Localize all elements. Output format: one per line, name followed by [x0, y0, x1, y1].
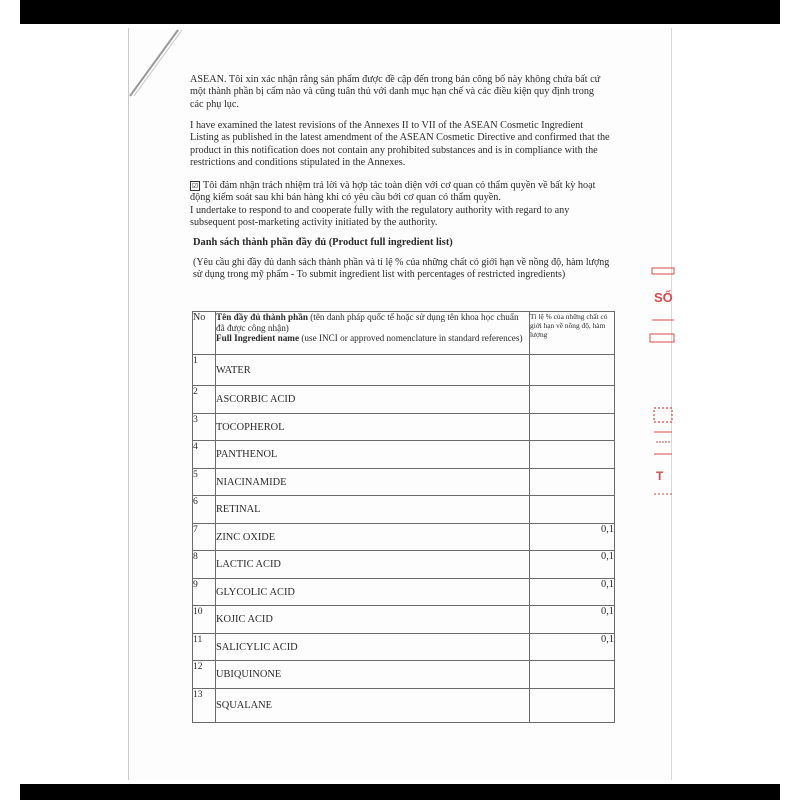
row-number: 8 — [193, 551, 216, 579]
ingredient-name: ASCORBIC ACID — [216, 386, 530, 414]
ingredient-name: LACTIC ACID — [216, 551, 530, 579]
row-number: 12 — [193, 661, 216, 689]
paragraph-vi-2 — [190, 180, 610, 205]
ingredient-name: TOCOPHEROL — [216, 414, 530, 441]
row-number: 7 — [193, 524, 216, 551]
table-row — [193, 661, 615, 689]
ingredient-name: WATER — [216, 355, 530, 386]
paragraph-en-1-text: I have examined the latest revisions of the Annexes II to VII of the ASEAN Cosmetic Ingredient Listing as published in the latest amendment of the ASEAN Cosmetic Directive and confirmed that the product in this notification does not contain any prohibited substances and is in compliance with the restrictions and conditions stipulated in the Annexes. — [190, 120, 610, 169]
header-name-en-rest: (use INCI or approved nomenclature in standard references) — [299, 333, 523, 344]
paragraph-vi-1 — [190, 74, 610, 111]
row-number: 9 — [193, 579, 216, 606]
ingredient-percentage: 0,1 — [530, 579, 615, 606]
paragraph-vi-2-text: Tôi đảm nhận trách nhiệm trả lời và hợp tác toàn diện với cơ quan có thẩm quyền về bất kỳ hoạt động kiểm soát sau khi bán hàng khi có yêu cầu bởi cơ quan có thẩm quyền. — [190, 180, 596, 204]
ingredient-name: KOJIC ACID — [216, 606, 530, 634]
red-stamp-top — [648, 262, 676, 354]
ingredient-percentage — [530, 689, 615, 723]
paragraph-en-2-text: I undertake to respond to and cooperate fully with the regulatory authority with regard to any subsequent post-marketing activity initiated by the authority. — [190, 205, 570, 229]
ingredient-name: PANTHENOL — [216, 441, 530, 469]
ingredient-table — [192, 311, 615, 723]
bottom-black-bar — [20, 784, 780, 800]
header-name-vi-bold: Tên đầy đủ thành phần — [216, 312, 308, 322]
row-number: 13 — [193, 689, 216, 723]
table-row — [193, 496, 615, 524]
row-number: 11 — [193, 634, 216, 661]
corner-fold-mark — [128, 28, 188, 98]
ingredient-percentage — [530, 414, 615, 441]
ingredient-percentage: 0,1 — [530, 551, 615, 579]
ingredient-name: RETINAL — [216, 496, 530, 524]
row-number: 6 — [193, 496, 216, 524]
ingredient-percentage — [530, 661, 615, 689]
ingredient-list-note: (Yêu cầu ghi đầy đủ danh sách thành phần và tỉ lệ % của những chất có giới hạn về nồng độ, hàm lượng sử dụng trong mỹ phẩm - To submit ingredient list with percentages of restricted ingredients) — [193, 257, 610, 281]
ingredient-percentage: 0,1 — [530, 606, 615, 634]
header-name-en-bold: Full Ingredient name — [216, 333, 300, 344]
red-stamp-bottom — [648, 402, 676, 512]
paragraph-vi-1-text: ASEAN. Tôi xin xác nhận rằng sản phẩm được đề cập đến trong bản công bố này không chứa bất cứ một thành phần bị cấm nào và cũng tuân thủ với danh mục hạn chế và các điều kiện quy định trong các phụ lục. — [190, 74, 601, 110]
ingredient-percentage — [530, 386, 615, 414]
ingredient-list-heading: Danh sách thành phần đầy đủ (Product full ingredient list) — [193, 237, 453, 248]
row-number: 3 — [193, 414, 216, 441]
ingredient-percentage — [530, 355, 615, 386]
ingredient-name: NIACINAMIDE — [216, 469, 530, 496]
ingredient-name: SALICYLIC ACID — [216, 634, 530, 661]
row-number: 1 — [193, 355, 216, 386]
ingredient-percentage — [530, 441, 615, 469]
table-row — [193, 634, 615, 661]
table-row — [193, 551, 615, 579]
stamp-label-mid: T — [656, 469, 664, 483]
ingredient-percentage — [530, 496, 615, 524]
top-black-bar — [20, 0, 780, 24]
header-percentage: Tỉ lệ % của những chất có giới hạn về nồng độ, hàm lượng — [530, 312, 615, 355]
ingredient-table-body — [193, 355, 615, 723]
ingredient-percentage: 0,1 — [530, 634, 615, 661]
ingredient-percentage: 0,1 — [530, 524, 615, 551]
table-row — [193, 386, 615, 414]
ingredient-name: SQUALANE — [216, 689, 530, 723]
header-name-vi-rest: (tên danh pháp quốc tế hoặc sử dụng tên khoa học chuẩn đã được công nhận) — [216, 312, 519, 333]
ingredient-percentage — [530, 469, 615, 496]
paragraph-en-1 — [190, 120, 610, 170]
table-row — [193, 441, 615, 469]
header-no: No — [193, 312, 216, 355]
table-row — [193, 524, 615, 551]
ingredient-name: UBIQUINONE — [216, 661, 530, 689]
row-number: 2 — [193, 386, 216, 414]
table-row — [193, 689, 615, 723]
checkbox-checked-icon: ☑ — [191, 182, 199, 190]
row-number: 10 — [193, 606, 216, 634]
row-number: 4 — [193, 441, 216, 469]
paragraph-en-2 — [190, 205, 610, 230]
row-number: 5 — [193, 469, 216, 496]
table-row — [193, 469, 615, 496]
ingredient-name: ZINC OXIDE — [216, 524, 530, 551]
table-row — [193, 355, 615, 386]
header-ingredient-name — [216, 312, 530, 355]
ingredient-name: GLYCOLIC ACID — [216, 579, 530, 606]
table-row — [193, 579, 615, 606]
table-row — [193, 606, 615, 634]
stamp-label-top: SỐ — [654, 290, 673, 305]
table-row — [193, 414, 615, 441]
